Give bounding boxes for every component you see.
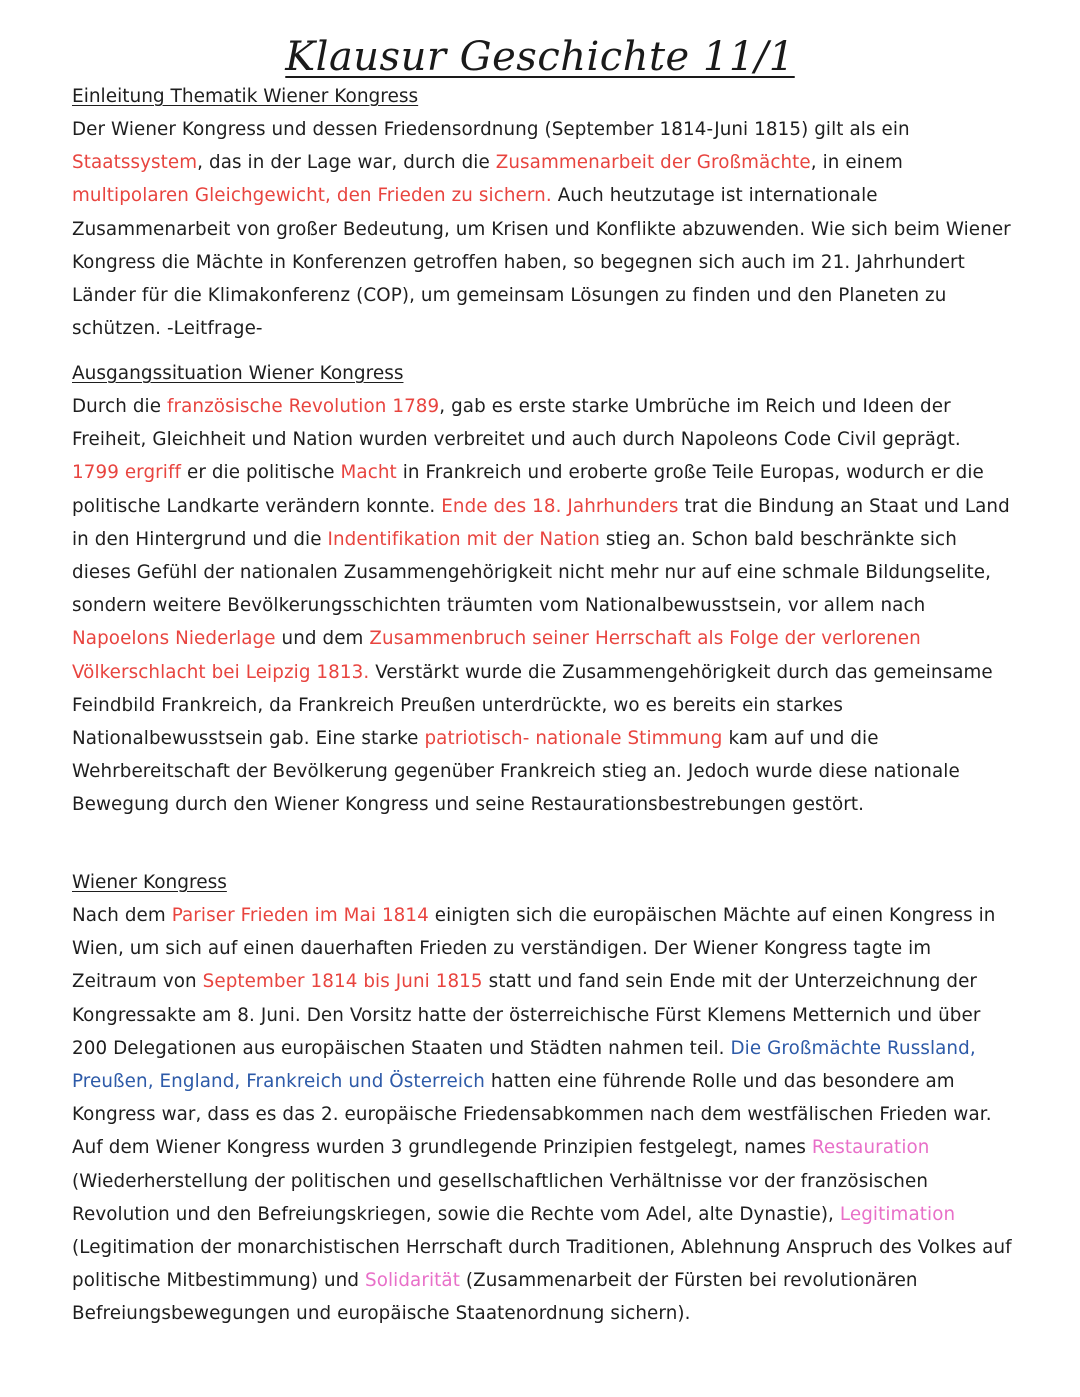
text-run: er die politische — [181, 462, 341, 484]
highlighted-term: Die Großmächte Russland, Preußen, England, Frankreich und Österreich — [72, 1037, 976, 1093]
text-run: stieg an. Schon bald beschränkte sich dieses Gefühl der nationalen Zusammengehörigkeit nicht mehr nur auf eine schmale Bildungselite, sondern weitere Bevölkerungsschichten träumten vom Nationalbewusstsein, vor allem nach — [72, 528, 992, 617]
text-run: (Wiederherstellung der politischen und gesellschaftlichen Verhältnisse vor der französischen Revolution und den Befreiungskriegen, sowie die Rechte vom Adel, alte Dynastie), — [72, 1170, 929, 1225]
text-run: Der Wiener Kongress und dessen Friedensordnung (September 1814-Juni 1815) gilt als ein — [72, 119, 910, 140]
highlighted-term: Staatssystem — [72, 152, 198, 174]
highlighted-term: Indentifikation mit der Nation — [327, 528, 600, 550]
highlighted-term: Ende des 18. Jahrhunders — [441, 495, 679, 517]
text-run: statt und fand sein Ende mit der Unterzeichnung der Kongressakte am 8. Juni. Den Vorsitz hatte der österreichische Fürst Klemens Metternich und über 200 Delegationen aus europäischen Staaten und Städten nahmen teil. — [72, 971, 981, 1059]
text-run: einigten sich die europäischen Mächte auf einen Kongress in Wien, um sich auf einen dauerhaften Frieden zu verständigen. Der Wiener Kongress tagte im Zeitraum von — [72, 905, 996, 993]
highlighted-term: Zusammenarbeit der Großmächte — [495, 152, 811, 174]
text-run: Nach dem — [72, 905, 172, 926]
text-run: trat die Bindung an Staat und Land in den Hintergrund und die — [72, 495, 1010, 550]
text-run: (Zusammenarbeit der Fürsten bei revolutionären Befreiungsbewegungen und europäische Staatenordnung sichern). — [72, 1270, 918, 1325]
highlighted-term: Macht — [340, 462, 397, 484]
text-run: (Legitimation der monarchistischen Herrschaft durch Traditionen, Ablehnung Anspruch des Volkes auf politische Mitbestimmung) und — [72, 1237, 1012, 1292]
highlighted-term: September 1814 bis Juni 1815 — [202, 971, 483, 993]
text-run: und dem — [275, 628, 370, 650]
highlighted-term: Restauration — [811, 1137, 930, 1159]
section-einleitung — [72, 80, 1012, 345]
text-run: Auch heutzutage ist internationale Zusammenarbeit von großer Bedeutung, um Krisen und Konflikte abzuwenden. Wie sich beim Wiener Kongress die Mächte in Konferenzen getroffen haben, so begegnen sich auch im 21. Jahrhundert Länder für die Klimakonferenz (COP), um gemeinsam Lösungen zu finden und den Planeten zu schützen. -Leitfrage- — [72, 185, 1011, 340]
section-heading: Einleitung Thematik Wiener Kongress — [72, 86, 419, 107]
highlighted-term: Pariser Frieden im Mai 1814 — [171, 905, 429, 926]
text-run: hatten eine führende Rolle und das besondere am Kongress war, dass es das 2. europäische Friedensabkommen nach dem westfälischen Frieden war. Auf dem Wiener Kongress wurden 3 grundlegende Prinzipien festgelegt, names — [72, 1071, 992, 1159]
section-wiener-kongress — [72, 866, 1012, 1331]
highlighted-term: 1799 ergriff — [72, 462, 182, 484]
text-run: kam auf und die Wehrbereitschaft der Bevölkerung gegenüber Frankreich stieg an. Jedoch wurde diese nationale Bewegung durch den Wiener Kongress und seine Restaurationsbestrebungen gestört. — [72, 728, 960, 816]
section-heading: Wiener Kongress — [72, 872, 227, 893]
page-title: Klausur Geschichte 11/1 — [285, 34, 795, 80]
text-run: , in einem — [810, 152, 903, 174]
highlighted-term: patriotisch- nationale Stimmung — [424, 728, 723, 750]
text-run: , gab es erste starke Umbrüche im Reich und Ideen der Freiheit, Gleichheit und Nation wurden verbreitet und auch durch Napoleons Code Civil geprägt. — [72, 396, 961, 451]
text-run: Verstärkt wurde die Zusammengehörigkeit durch das gemeinsame Feindbild Frankreich, da Frankreich Preußen unterdrückte, wo es bereits ein starkes Nationalbewusstsein gab. Eine starke — [72, 661, 993, 750]
section-body — [72, 390, 1012, 822]
text-run: , das in der Lage war, durch die — [197, 152, 496, 174]
section-heading: Ausgangssituation Wiener Kongress — [72, 363, 404, 384]
text-run: Durch die — [72, 396, 167, 417]
highlighted-term: französische Revolution 1789 — [166, 396, 440, 417]
section-body — [72, 113, 1012, 345]
highlighted-term: Legitimation — [839, 1203, 956, 1225]
section-body — [72, 899, 1012, 1331]
highlighted-term: Solidarität — [364, 1270, 460, 1292]
highlighted-term: Napoelons Niederlage — [72, 628, 276, 650]
section-ausgangssituation — [72, 357, 1012, 822]
text-run: in Frankreich und eroberte große Teile Europas, wodurch er die politische Landkarte verändern konnte. — [72, 462, 984, 517]
highlighted-term: multipolaren Gleichgewicht, den Frieden zu sichern. — [72, 185, 552, 207]
highlighted-term: Zusammenbruch seiner Herrschaft als Folge der verlorenen Völkerschlacht bei Leipzig 1813. — [72, 628, 921, 683]
